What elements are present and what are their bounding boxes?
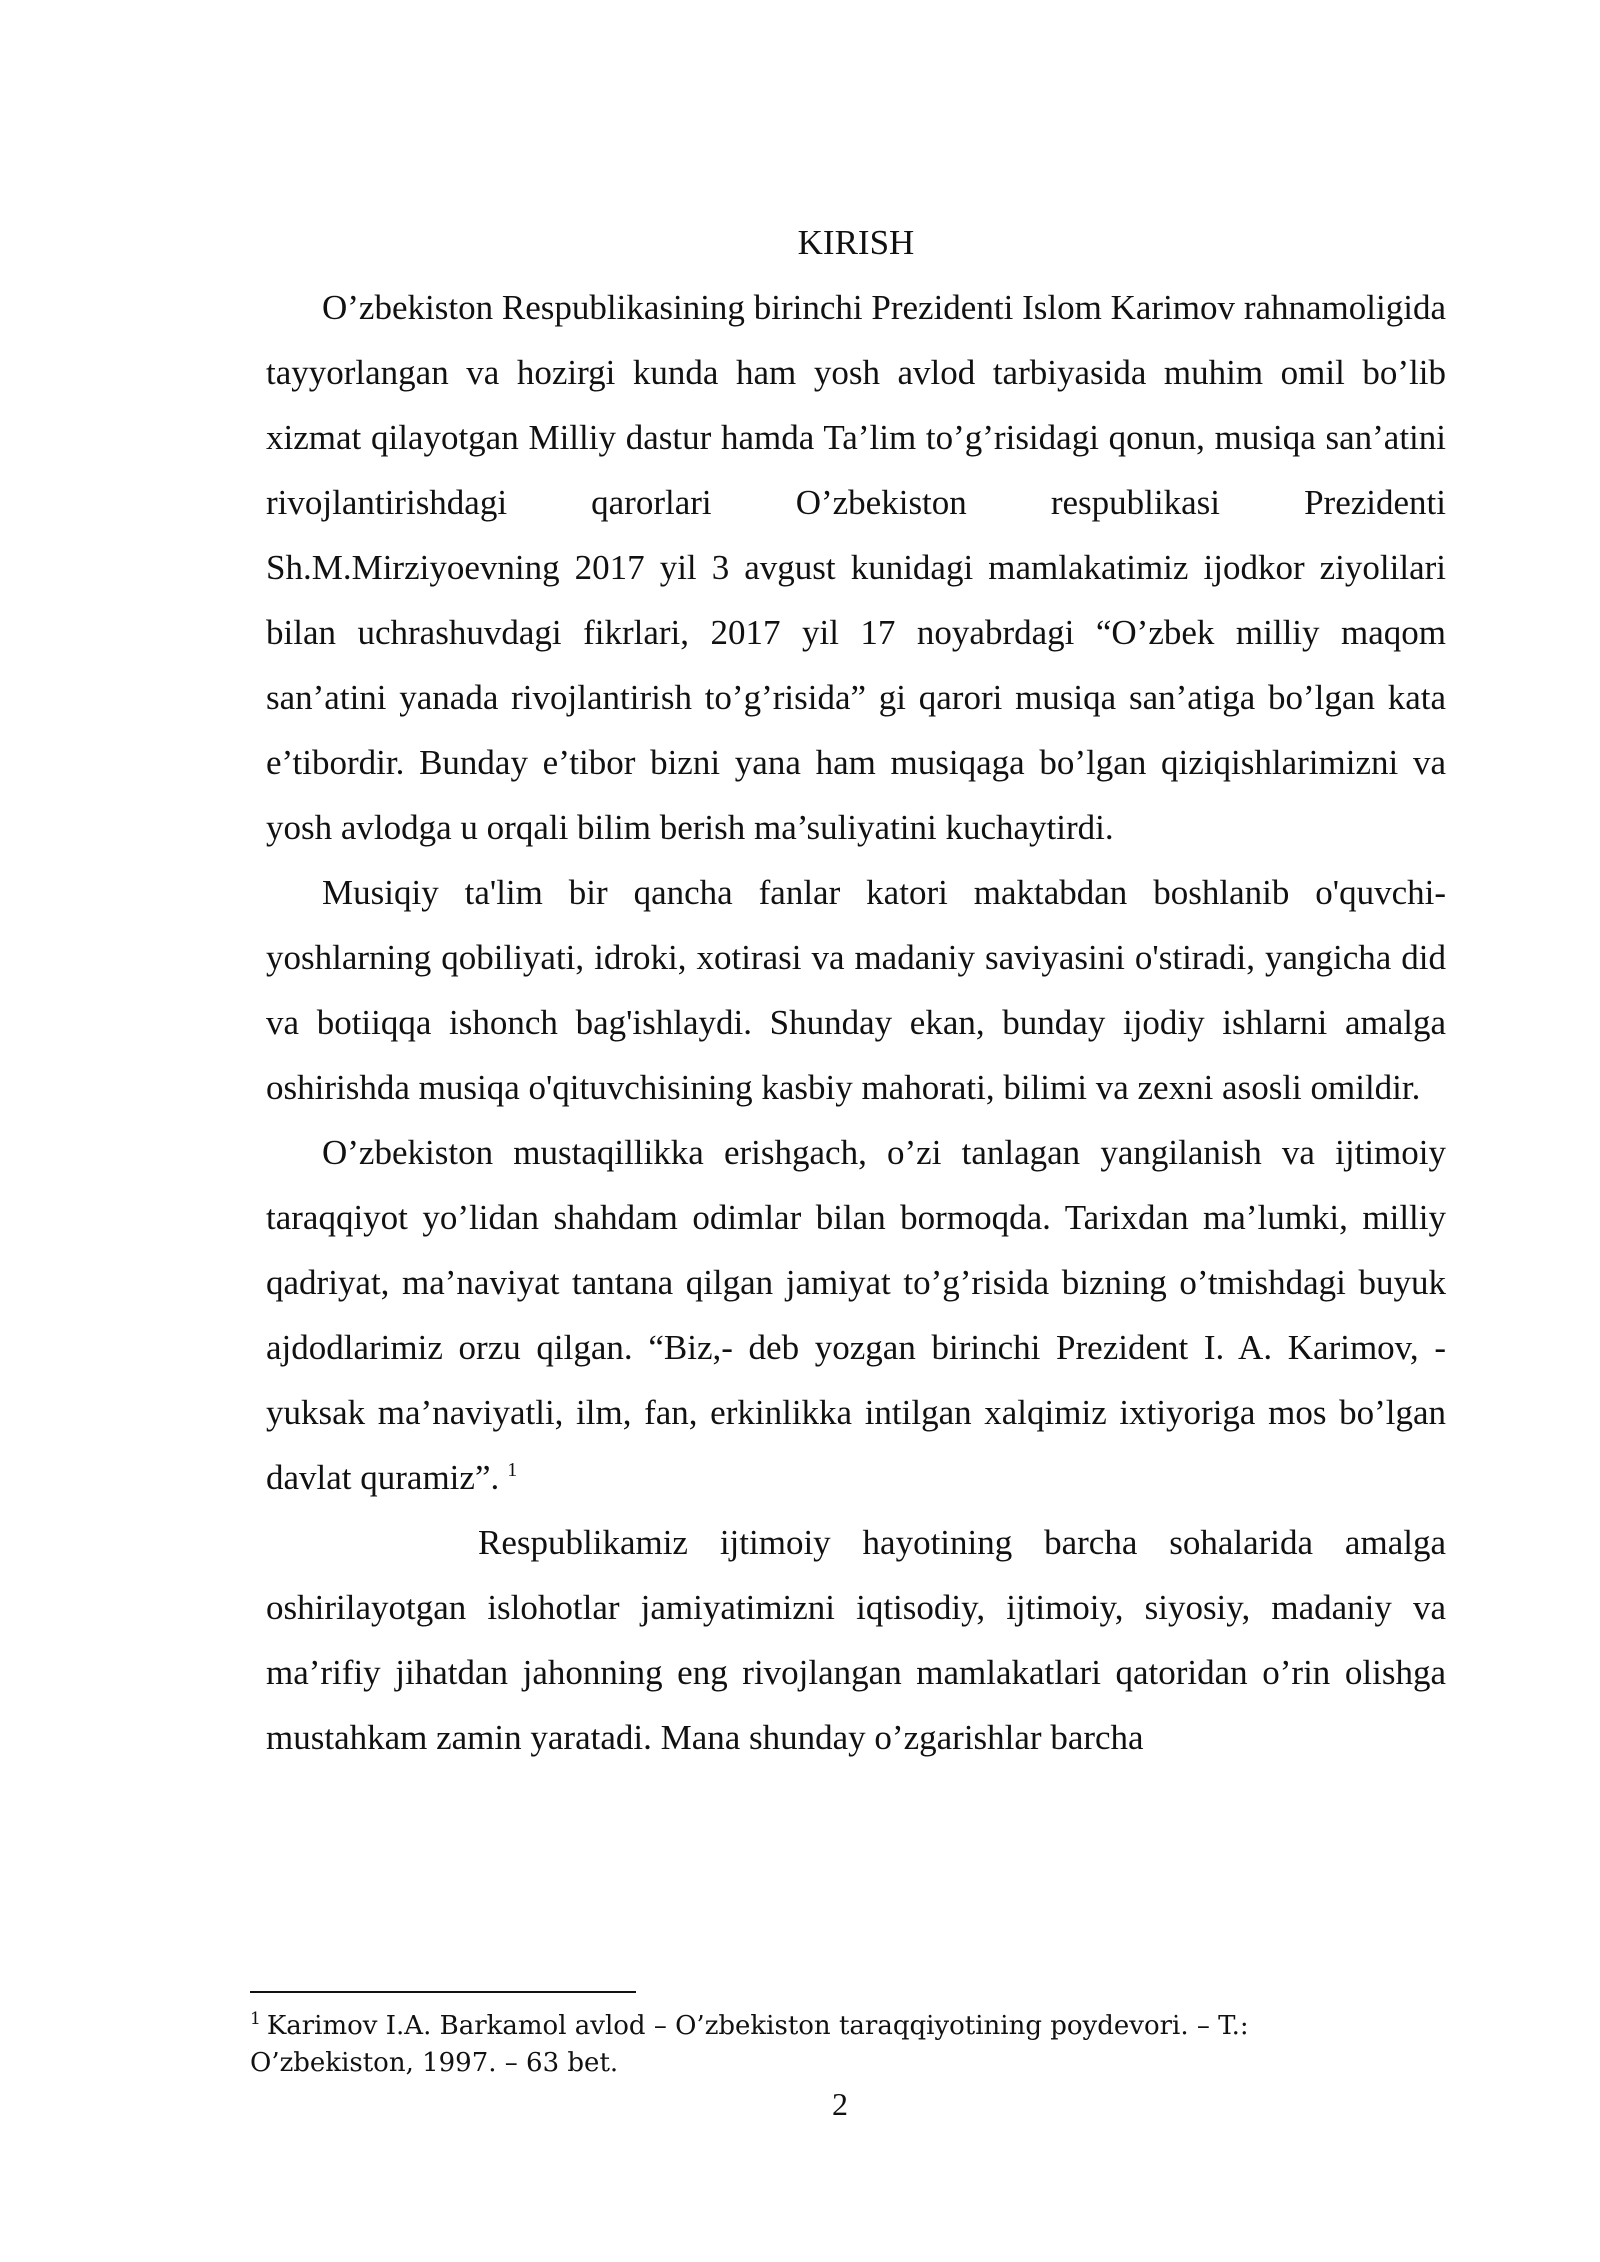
paragraph-1: O’zbekiston Respublikasining birinchi Prezidenti Islom Karimov rahnamoligida tayyorlangan va hozirgi kunda ham yosh avlod tarbiyasida muhim omil bo’lib xizmat qilayotgan Milliy dastur hamda Ta’lim to’g’risidagi qonun, musiqa san’atini rivojlantirishdagi qarorlari O’zbekiston respublikasi Prezidenti Sh.M.Mirziyoevning 2017 yil 3 avgust kunidagi mamlakatimiz ijodkor ziyolilari bilan uchrashuvdagi fikrlari, 2017 yil 17 noyabrdagi “O’zbek milliy maqom san’atini yanada rivojlantirish to’g’risida” gi qarori musiqa san’atiga bo’lgan kata e’tibordir. Bunday e’tibor bizni yana ham musiqaga bo’lgan qiziqishlarimizni va yosh avlodga u orqali bilim berish ma’suliyatini kuchaytirdi.	[266, 288, 1446, 847]
footnote-reference[interactable]: 1	[507, 1459, 518, 1482]
paragraph-4: Respublikamiz ijtimoiy hayotining barcha sohalarida amalga oshirilayotgan islohotlar jamiyatimizni iqtisodiy, ijtimoiy, siyosiy, madaniy va ma’rifiy jihatdan jahonning eng rivojlangan mamlakatlari qatoridan o’rin olishga mustahkam zamin yaratadi. Mana shunday o’zgarishlar barcha	[266, 1523, 1446, 1757]
footnote-mark: 1	[250, 2009, 261, 2030]
paragraph-3-text: O’zbekiston mustaqillikka erishgach, o’zi tanlagan yangilanish va ijtimoiy taraqqiyot yo’lidan shahdam odimlar bilan bormoqda. Tarixdan ma’lumki, milliy qadriyat, ma’naviyat tantana qilgan jamiyat to’g’risida bizning o’tmishdagi buyuk ajdodlarimiz orzu qilgan. “Biz,- deb yozgan birinchi Prezident I. A. Karimov, - yuksak ma’naviyatli, ilm, fan, erkinlikka intilgan xalqimiz ixtiyoriga mos bo’lgan davlat quramiz”.	[266, 1133, 1446, 1497]
page-number: 2	[832, 2086, 848, 2122]
paragraph-3	[266, 1120, 1446, 1510]
footnote	[250, 2008, 1420, 2082]
page-title: KIRISH	[797, 223, 915, 262]
body-text	[266, 210, 1446, 1770]
paragraph-2: Musiqiy ta'lim bir qancha fanlar katori maktabdan boshlanib o'quvchi-yoshlarning qobiliyati, idroki, xotirasi va madaniy saviyasini o'stiradi, yangicha did va botiiqqa ishonch bag'ishlaydi. Shunday ekan, bunday ijodiy ishlarni amalga oshirishda musiqa o'qituvchisining kasbiy mahorati, bilimi va zexni asosli omildir.	[266, 873, 1446, 1107]
footnote-separator	[250, 1991, 636, 1993]
footnote-text: Karimov I.A. Barkamol avlod – O’zbekiston taraqqiyotining poydevori. – T.: O’zbekiston, 1997. – 63 bet.	[250, 2011, 1249, 2078]
